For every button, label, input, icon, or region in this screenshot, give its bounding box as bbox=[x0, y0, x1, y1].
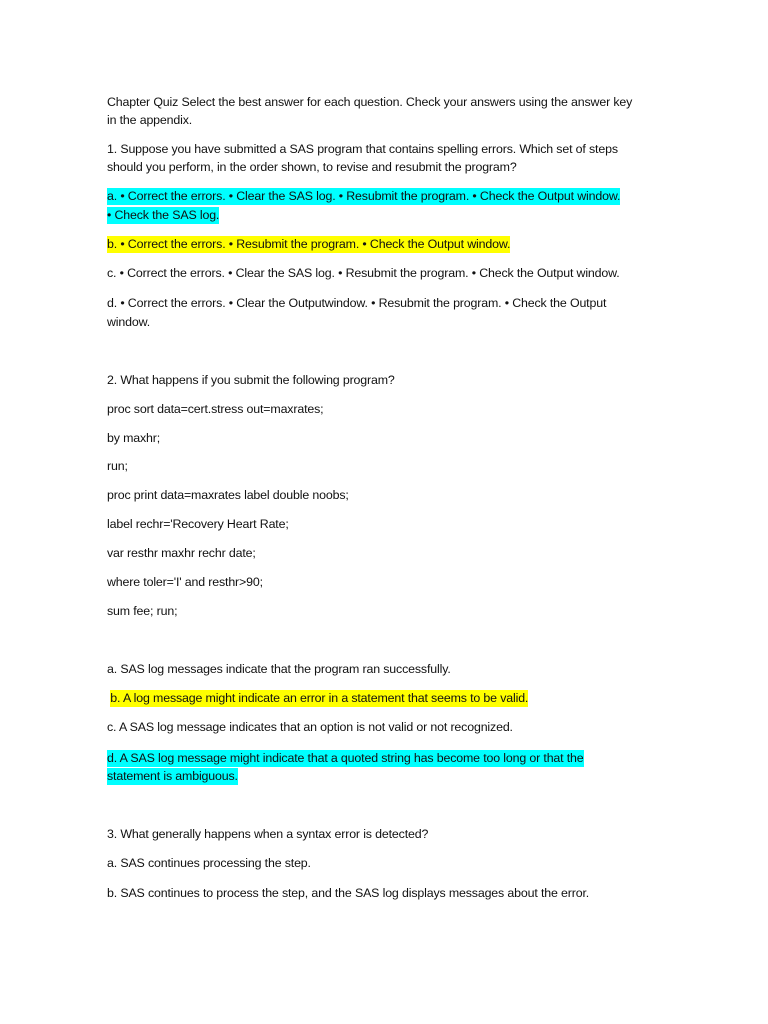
q2-question: 2. What happens if you submit the following program? bbox=[107, 373, 395, 387]
q2-code-line: var resthr maxhr rechr date; bbox=[107, 546, 256, 560]
q1-option-a-highlight-2: • Check the SAS log. bbox=[107, 208, 220, 222]
q1-option-b bbox=[107, 235, 510, 254]
q2-option-d-highlight-1: d. A SAS log message might indicate that a quoted string has become too long or that the bbox=[107, 751, 584, 765]
q2-option-c: c. A SAS log message indicates that an option is not valid or not recognized. bbox=[107, 720, 513, 734]
q2-code-line: by maxhr; bbox=[107, 431, 161, 445]
q3-option-b: b. SAS continues to process the step, and the SAS log displays messages about the error. bbox=[107, 886, 590, 900]
q2-code-line: proc sort data=cert.stress out=maxrates; bbox=[107, 402, 324, 416]
q1-question-line-2: should you perform, in the order shown, to revise and resubmit the program? bbox=[107, 160, 517, 174]
q2-code-line: sum fee; run; bbox=[107, 604, 178, 618]
q2-option-a: a. SAS log messages indicate that the program ran successfully. bbox=[107, 662, 451, 676]
q2-code-line: where toler='I' and resthr>90; bbox=[107, 575, 263, 589]
q2-option-b bbox=[107, 689, 528, 708]
q2-code-line: label rechr='Recovery Heart Rate; bbox=[107, 517, 289, 531]
q2-code-line: run; bbox=[107, 459, 128, 473]
q1-option-a-line-1 bbox=[107, 187, 620, 206]
intro-text-line-1: Chapter Quiz Select the best answer for each question. Check your answers using the answer key bbox=[107, 95, 633, 109]
q3-question: 3. What generally happens when a syntax error is detected? bbox=[107, 827, 429, 841]
q2-option-d-line-1 bbox=[107, 749, 584, 768]
q1-question-line-1: 1. Suppose you have submitted a SAS program that contains spelling errors. Which set of steps bbox=[107, 142, 618, 156]
q2-code-line: proc print data=maxrates label double noobs; bbox=[107, 488, 349, 502]
q1-option-a-highlight-1: a. • Correct the errors. • Clear the SAS log. • Resubmit the program. • Check the Output window. bbox=[107, 189, 621, 203]
q1-option-c: c. • Correct the errors. • Clear the SAS log. • Resubmit the program. • Check the Output window. bbox=[107, 266, 620, 280]
q1-option-a-line-2 bbox=[107, 206, 219, 225]
q1-option-d-line-2: window. bbox=[107, 315, 151, 329]
document-page bbox=[107, 0, 652, 1024]
q2-option-d-line-2 bbox=[107, 767, 238, 786]
q2-option-d-highlight-2: statement is ambiguous. bbox=[107, 769, 238, 783]
intro-text-line-2: in the appendix. bbox=[107, 113, 193, 127]
q1-option-b-highlight: b. • Correct the errors. • Resubmit the program. • Check the Output window. bbox=[107, 237, 511, 251]
q2-option-b-highlight: b. A log message might indicate an error in a statement that seems to be valid. bbox=[110, 691, 529, 705]
q1-option-d-line-1: d. • Correct the errors. • Clear the Outputwindow. • Resubmit the program. • Check the Output bbox=[107, 296, 607, 310]
q3-option-a: a. SAS continues processing the step. bbox=[107, 856, 311, 870]
